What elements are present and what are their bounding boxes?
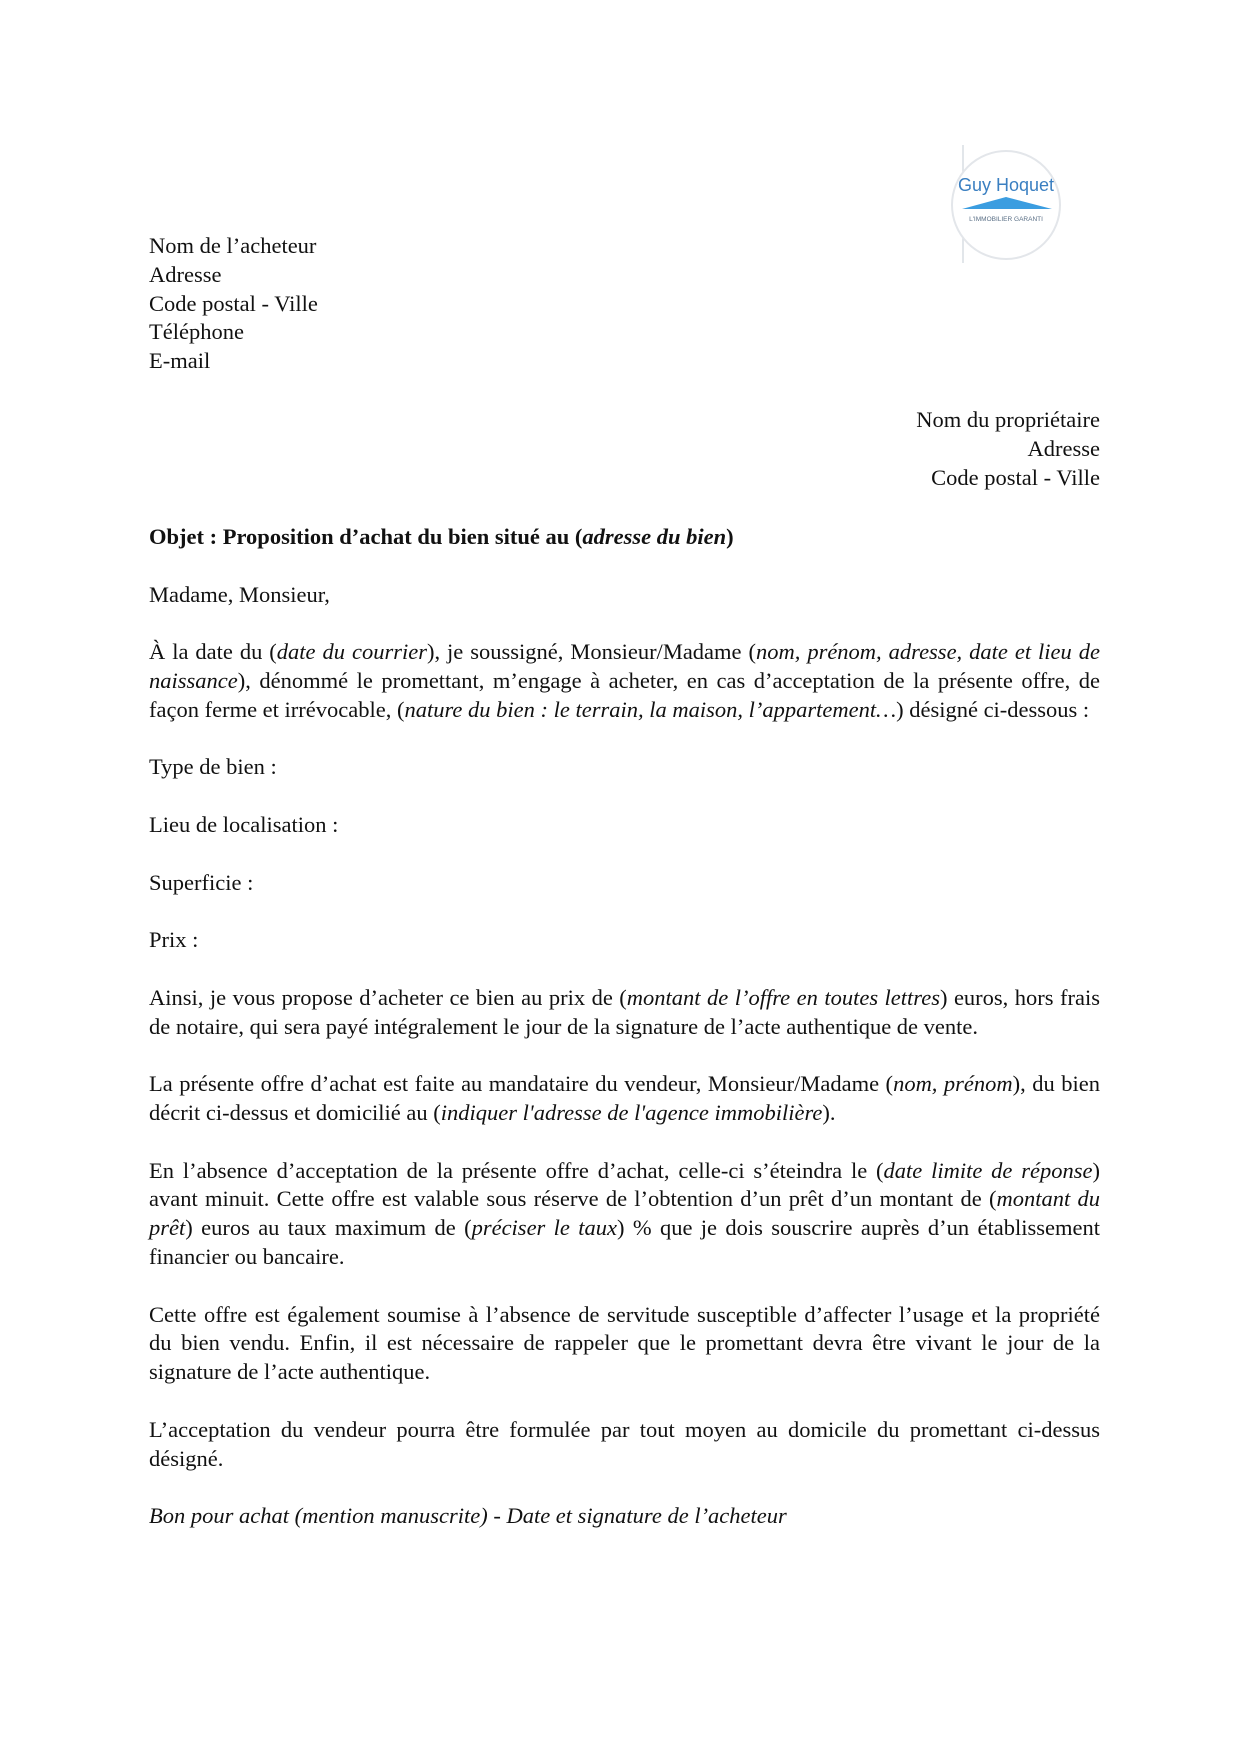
recipient-postal-city: Code postal - Ville bbox=[931, 464, 1100, 490]
salutation: Madame, Monsieur, bbox=[149, 581, 330, 607]
letter-subject: Objet : Proposition d’achat du bien situé au (adresse du bien) bbox=[149, 524, 734, 549]
field-area: Superficie : bbox=[149, 869, 254, 895]
letter-body bbox=[149, 523, 1100, 1531]
acceptance-paragraph: L’acceptation du vendeur pourra être formulée par tout moyen au domicile du promettant ci-dessus désigné. bbox=[149, 1416, 1100, 1471]
closing-signature-line: Bon pour achat (mention manuscrite) - Date et signature de l’acheteur bbox=[149, 1503, 787, 1529]
guy-hoquet-logo bbox=[948, 147, 1064, 263]
placeholder-agency-address: indiquer l'adresse de l'agence immobilière bbox=[440, 1099, 823, 1125]
sender-name: Nom de l’acheteur bbox=[149, 233, 317, 258]
placeholder-deadline: date limite de réponse bbox=[883, 1157, 1093, 1183]
agent-paragraph: La présente offre d’achat est faite au mandataire du vendeur, Monsieur/Madame (nom, prénom), du bien décrit ci-dessus et domicilié au (indiquer l'adresse de l'agence immobilière). bbox=[149, 1071, 1100, 1125]
placeholder-property-nature: nature du bien : le terrain, la maison, l’appartement… bbox=[404, 696, 897, 722]
placeholder-rate: préciser le taux bbox=[471, 1215, 617, 1241]
subject-placeholder: adresse du bien bbox=[582, 524, 727, 549]
commitment-paragraph: À la date du (date du courrier), je soussigné, Monsieur/Madame (nom, prénom, adresse, date et lieu de naissance), dénommé le promettant, m’engage à acheter, en cas d’acceptation de la présente offre, de façon ferme et irrévocable, (nature du bien : le terrain, la maison, l’appartement…) désigné ci-dessous : bbox=[149, 639, 1100, 722]
placeholder-offer-amount: montant de l’offre en toutes lettres bbox=[626, 984, 940, 1010]
sender-email: E-mail bbox=[149, 348, 211, 374]
price-paragraph: Ainsi, je vous propose d’acheter ce bien au prix de (montant de l’offre en toutes lettres) euros, hors frais de notaire, qui sera payé intégralement le jour de la signature de l’acte authentique de vente. bbox=[149, 984, 1100, 1039]
sender-address-block bbox=[149, 232, 318, 376]
logo-brand-text: Guy Hoquet bbox=[957, 175, 1055, 195]
conditions-paragraph: En l’absence d’acceptation de la présente offre d’achat, celle-ci s’éteindra le (date limite de réponse) avant minuit. Cette offre est valable sous réserve de l’obtention d’un prêt d’un montant de (montant du prêt) euros au taux maximum de (préciser le taux) % que je dois souscrire auprès d’un établissement financier ou bancaire. bbox=[149, 1157, 1100, 1269]
servitude-paragraph: Cette offre est également soumise à l’absence de servitude susceptible d’affecter l’usage et la propriété du bien vendu. Enfin, il est nécessaire de rappeler que le promettant devra être vivant le jour de la signature de l’acte authentique. bbox=[149, 1301, 1100, 1385]
sender-address: Adresse bbox=[149, 261, 222, 287]
logo-tagline-text: L'IMMOBILIER GARANTI bbox=[969, 216, 1043, 223]
recipient-address: Adresse bbox=[1027, 435, 1100, 461]
placeholder-identity: nom, prénom, adresse, date et lieu de naissance bbox=[149, 639, 1100, 693]
placeholder-date: date du courrier bbox=[276, 639, 427, 665]
placeholder-agent-name: nom, prénom bbox=[893, 1071, 1013, 1097]
field-property-type: Type de bien : bbox=[149, 754, 277, 780]
field-price: Prix : bbox=[149, 927, 199, 953]
sender-postal-city: Code postal - Ville bbox=[149, 290, 318, 316]
sender-phone: Téléphone bbox=[149, 319, 244, 345]
recipient-address-block bbox=[640, 406, 1100, 492]
recipient-name: Nom du propriétaire bbox=[916, 407, 1100, 432]
field-location: Lieu de localisation : bbox=[149, 811, 339, 837]
placeholder-loan-amount: montant du prêt bbox=[149, 1186, 1100, 1241]
